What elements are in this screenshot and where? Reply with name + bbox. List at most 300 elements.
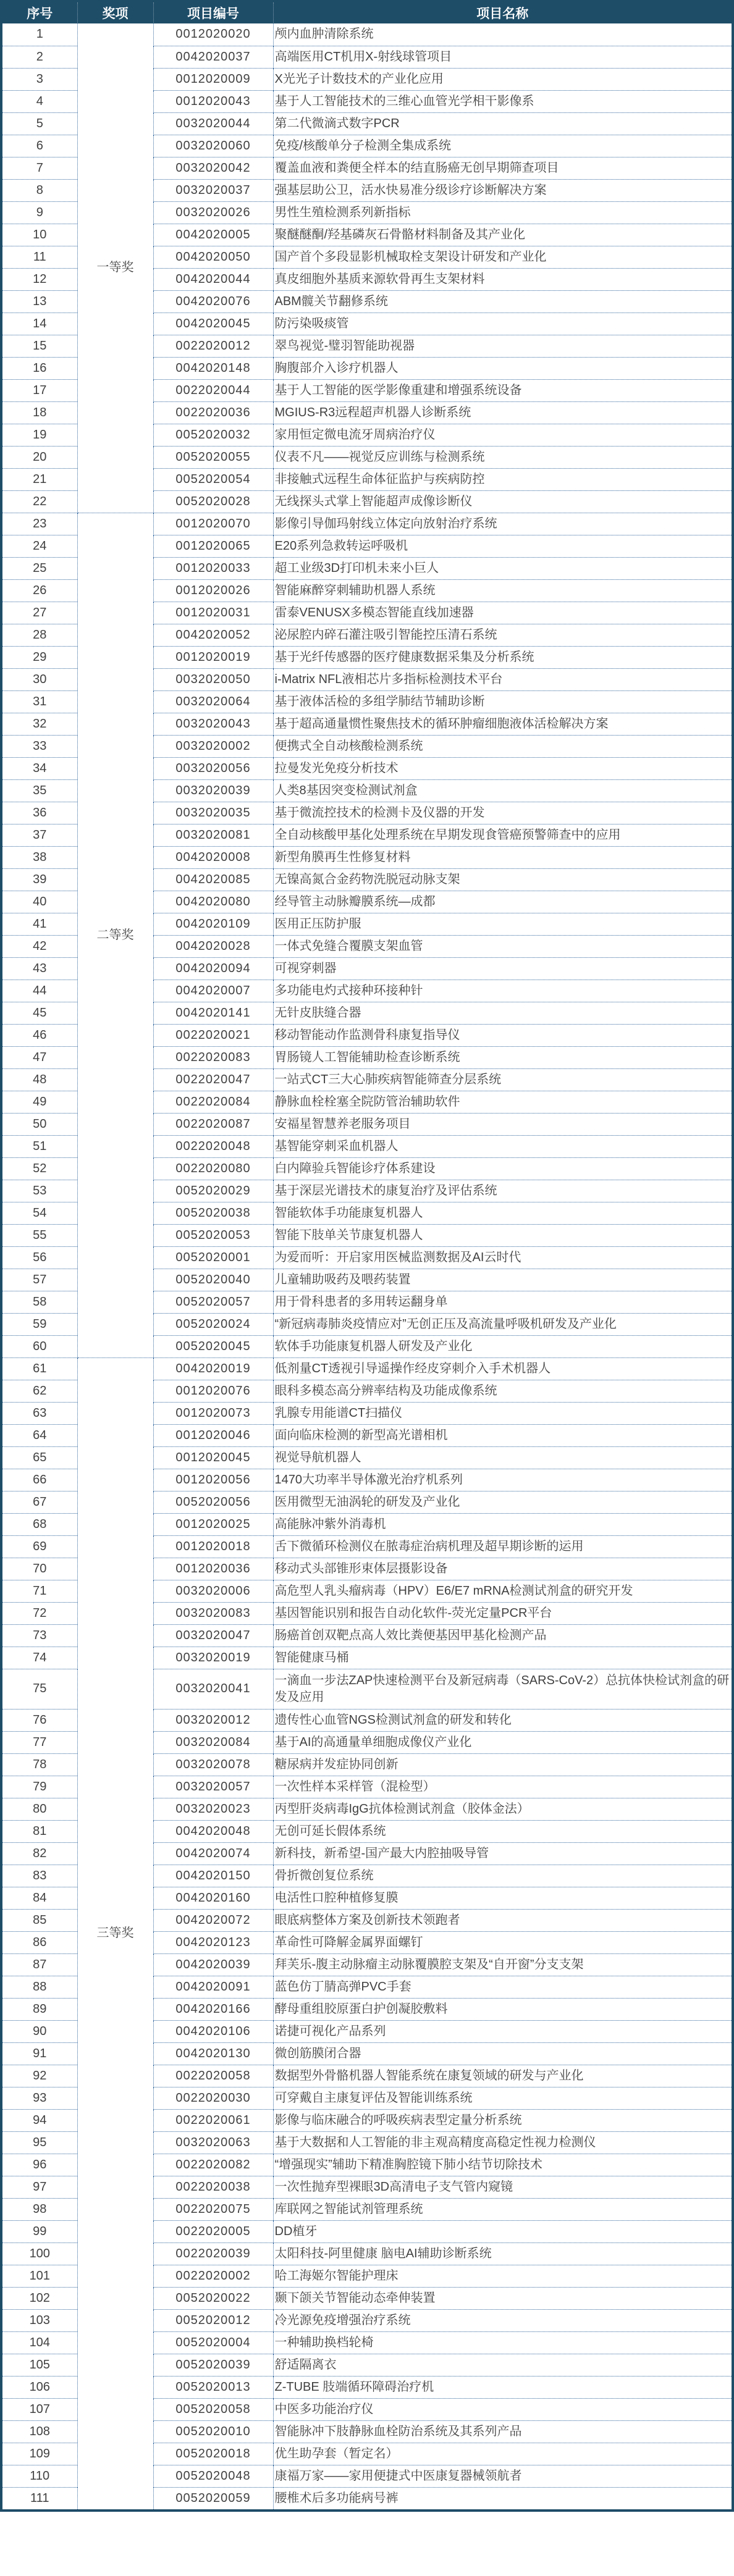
project-name-cell: 优生助孕套（暂定名）: [273, 2443, 732, 2465]
project-name-cell: 无线探头式掌上智能超声成像诊断仪: [273, 490, 732, 513]
project-code-cell: 0042020160: [153, 1887, 273, 1909]
project-code-cell: 0052020010: [153, 2420, 273, 2443]
project-code-cell: 0042020048: [153, 1820, 273, 1842]
project-name-cell: 酵母重组胶原蛋白护创凝胶敷料: [273, 1998, 732, 2020]
project-name-cell: 康福万家——家用便捷式中医康复器械领航者: [273, 2465, 732, 2487]
serial-number-cell: 29: [2, 646, 77, 668]
serial-number-cell: 66: [2, 1469, 77, 1491]
project-code-cell: 0022020087: [153, 1113, 273, 1135]
project-code-cell: 0042020037: [153, 46, 273, 68]
project-code-cell: 0032020044: [153, 112, 273, 135]
project-code-cell: 0022020044: [153, 379, 273, 401]
project-code-cell: 0042020039: [153, 1953, 273, 1976]
project-name-cell: 一次性样本采样管（混检型）: [273, 1776, 732, 1798]
serial-number-cell: 22: [2, 490, 77, 513]
project-name-cell: 人类8基因突变检测试剂盒: [273, 779, 732, 802]
serial-number-cell: 83: [2, 1865, 77, 1887]
project-name-cell: 新型角膜再生性修复材料: [273, 846, 732, 868]
serial-number-cell: 80: [2, 1798, 77, 1820]
project-name-cell: 诺捷可视化产品系列: [273, 2020, 732, 2042]
serial-number-cell: 23: [2, 513, 77, 535]
serial-number-cell: 73: [2, 1624, 77, 1647]
project-name-cell: 基于液体活检的多组学肺结节辅助诊断: [273, 690, 732, 713]
project-name-cell: X光光子计数技术的产业化应用: [273, 68, 732, 90]
project-code-cell: 0042020109: [153, 913, 273, 935]
project-code-cell: 0022020080: [153, 1157, 273, 1180]
project-name-cell: 基于光纤传感器的医疗健康数据采集及分析系统: [273, 646, 732, 668]
project-name-cell: 泌尿腔内碎石灌注吸引智能控压清石系统: [273, 624, 732, 646]
serial-number-cell: 14: [2, 313, 77, 335]
serial-number-cell: 91: [2, 2042, 77, 2065]
project-name-cell: 家用恒定微电流牙周病治疗仪: [273, 424, 732, 446]
serial-number-cell: 34: [2, 757, 77, 779]
project-name-cell: 基因智能识别和报告自动化软件-荧光定量PCR平台: [273, 1602, 732, 1624]
project-name-cell: 真皮细胞外基质来源软骨再生支架材料: [273, 268, 732, 290]
project-code-cell: 0032020050: [153, 668, 273, 690]
project-name-cell: 男性生殖检测系列新指标: [273, 201, 732, 224]
serial-number-cell: 54: [2, 1202, 77, 1224]
table-body: [2, 23, 732, 2509]
project-code-cell: 0032020042: [153, 157, 273, 179]
serial-number-cell: 95: [2, 2131, 77, 2154]
award-projects-table: [2, 2, 732, 2509]
serial-number-cell: 9: [2, 201, 77, 224]
project-code-cell: 0052020057: [153, 1291, 273, 1313]
project-name-cell: 医用微型无油涡轮的研发及产业化: [273, 1491, 732, 1513]
project-name-cell: 高能脉冲紫外消毒机: [273, 1513, 732, 1535]
serial-number-cell: 71: [2, 1580, 77, 1602]
project-code-cell: 0042020019: [153, 1357, 273, 1380]
project-name-cell: 强基层助公卫，活水快易准分级诊疗诊断解决方案: [273, 179, 732, 201]
project-code-cell: 0042020080: [153, 891, 273, 913]
project-code-cell: 0032020081: [153, 824, 273, 846]
project-code-cell: 0052020053: [153, 1224, 273, 1246]
project-code-cell: 0012020046: [153, 1424, 273, 1446]
serial-number-cell: 106: [2, 2376, 77, 2398]
serial-number-cell: 93: [2, 2087, 77, 2109]
project-code-cell: 0012020009: [153, 68, 273, 90]
project-code-cell: 0052020055: [153, 446, 273, 468]
project-code-cell: 0032020002: [153, 735, 273, 757]
serial-number-cell: 97: [2, 2176, 77, 2198]
project-code-cell: 0042020166: [153, 1998, 273, 2020]
project-name-cell: 雷泰VENUSX多模态智能直线加速器: [273, 602, 732, 624]
serial-number-cell: 60: [2, 1335, 77, 1357]
serial-number-cell: 94: [2, 2109, 77, 2131]
serial-number-cell: 98: [2, 2198, 77, 2220]
project-code-cell: 0052020054: [153, 468, 273, 490]
project-code-cell: 0032020047: [153, 1624, 273, 1647]
serial-number-cell: 13: [2, 290, 77, 313]
project-name-cell: 眼科多模态高分辨率结构及功能成像系统: [273, 1380, 732, 1402]
project-code-cell: 0042020150: [153, 1865, 273, 1887]
serial-number-cell: 101: [2, 2265, 77, 2287]
serial-number-cell: 63: [2, 1402, 77, 1424]
project-name-cell: i-Matrix NFL液相芯片多指标检测技术平台: [273, 668, 732, 690]
column-header-project-name: 项目名称: [273, 2, 732, 23]
serial-number-cell: 84: [2, 1887, 77, 1909]
project-name-cell: 拜芙乐-腹主动脉瘤主动脉覆膜腔支架及“自开窗”分支支架: [273, 1953, 732, 1976]
project-code-cell: 0022020061: [153, 2109, 273, 2131]
project-name-cell: 白内障验兵智能诊疗体系建设: [273, 1157, 732, 1180]
project-code-cell: 0042020085: [153, 868, 273, 891]
serial-number-cell: 100: [2, 2242, 77, 2265]
project-code-cell: 0042020091: [153, 1976, 273, 1998]
serial-number-cell: 38: [2, 846, 77, 868]
serial-number-cell: 65: [2, 1446, 77, 1469]
project-code-cell: 0012020065: [153, 535, 273, 557]
project-name-cell: 第二代微滴式数字PCR: [273, 112, 732, 135]
project-code-cell: 0022020075: [153, 2198, 273, 2220]
project-name-cell: 可视穿刺器: [273, 957, 732, 980]
project-name-cell: 全自动核酸甲基化处理系统在早期发现食管癌预警筛查中的应用: [273, 824, 732, 846]
serial-number-cell: 77: [2, 1731, 77, 1753]
project-name-cell: 用于骨科患者的多用转运翻身单: [273, 1291, 732, 1313]
project-code-cell: 0032020041: [153, 1669, 273, 1709]
project-code-cell: 0042020141: [153, 1002, 273, 1024]
project-name-cell: 无针皮肤缝合器: [273, 1002, 732, 1024]
project-code-cell: 0022020005: [153, 2220, 273, 2242]
project-code-cell: 0022020084: [153, 1091, 273, 1113]
project-name-cell: 一次性抛弃型裸眼3D高清电子支气管内窥镜: [273, 2176, 732, 2198]
project-code-cell: 0012020073: [153, 1402, 273, 1424]
column-header-award: 奖项: [77, 2, 153, 23]
serial-number-cell: 10: [2, 224, 77, 246]
project-name-cell: 哈工海姬尔智能护理床: [273, 2265, 732, 2287]
project-name-cell: 聚醚醚酮/羟基磷灰石骨骼材料制备及其产业化: [273, 224, 732, 246]
serial-number-cell: 68: [2, 1513, 77, 1535]
header-row: [2, 2, 732, 23]
project-name-cell: 免疫/核酸单分子检测全集成系统: [273, 135, 732, 157]
serial-number-cell: 8: [2, 179, 77, 201]
project-name-cell: 便携式全自动核酸检测系统: [273, 735, 732, 757]
project-code-cell: 0032020019: [153, 1647, 273, 1669]
project-code-cell: 0052020029: [153, 1180, 273, 1202]
project-code-cell: 0012020056: [153, 1469, 273, 1491]
serial-number-cell: 103: [2, 2309, 77, 2331]
project-code-cell: 0052020059: [153, 2487, 273, 2509]
project-code-cell: 0052020048: [153, 2465, 273, 2487]
project-name-cell: 无镍高氮合金药物洗脱冠动脉支架: [273, 868, 732, 891]
project-name-cell: 智能健康马桶: [273, 1647, 732, 1669]
project-name-cell: DD植牙: [273, 2220, 732, 2242]
serial-number-cell: 3: [2, 68, 77, 90]
project-code-cell: 0012020045: [153, 1446, 273, 1469]
project-name-cell: 基于AI的高通量单细胞成像仪产业化: [273, 1731, 732, 1753]
serial-number-cell: 25: [2, 557, 77, 579]
award-group-cell: 二等奖: [77, 513, 153, 1357]
project-name-cell: 基于微流控技术的检测卡及仪器的开发: [273, 802, 732, 824]
project-code-cell: 0012020018: [153, 1535, 273, 1558]
award-group-cell: 三等奖: [77, 1357, 153, 2509]
project-name-cell: ABM髋关节翻修系统: [273, 290, 732, 313]
project-code-cell: 0022020036: [153, 401, 273, 424]
project-code-cell: 0052020032: [153, 424, 273, 446]
project-name-cell: 影像引导伽玛射线立体定向放射治疗系统: [273, 513, 732, 535]
serial-number-cell: 2: [2, 46, 77, 68]
serial-number-cell: 51: [2, 1135, 77, 1157]
project-name-cell: 中医多功能治疗仪: [273, 2398, 732, 2420]
project-name-cell: 智能麻醉穿刺辅助机器人系统: [273, 579, 732, 602]
project-name-cell: 1470大功率半导体激光治疗机系列: [273, 1469, 732, 1491]
project-name-cell: 静脉血栓栓塞全院防管治辅助软件: [273, 1091, 732, 1113]
serial-number-cell: 1: [36, 27, 43, 41]
project-name-cell: 软体手功能康复机器人研发及产业化: [273, 1335, 732, 1357]
project-name-cell: 一站式CT三大心肺疾病智能筛查分层系统: [273, 1068, 732, 1091]
project-code-cell: 0032020035: [153, 802, 273, 824]
serial-number-cell: 11: [2, 246, 77, 268]
project-name-cell: “增强现实”辅助下精准胸腔镜下肺小结节切除技术: [273, 2154, 732, 2176]
project-code-cell: 0052020038: [153, 1202, 273, 1224]
table-row: [2, 1357, 732, 1380]
project-code-cell: 0022020002: [153, 2265, 273, 2287]
project-name-cell: 腰椎术后多功能病号裤: [273, 2487, 732, 2509]
project-code-cell: 0052020039: [153, 2354, 273, 2376]
project-code-cell: 0032020026: [153, 201, 273, 224]
project-name-cell: 蓝色仿丁腈高弹PVC手套: [273, 1976, 732, 1998]
project-code-cell: 0022020021: [153, 1024, 273, 1046]
serial-number-cell: 35: [2, 779, 77, 802]
serial-number-cell: 18: [2, 401, 77, 424]
project-code-cell: 0012020031: [153, 602, 273, 624]
project-code-cell: 0012020076: [153, 1380, 273, 1402]
serial-number-cell: 108: [2, 2420, 77, 2443]
serial-number-cell: 21: [2, 468, 77, 490]
serial-number-cell: 75: [2, 1669, 77, 1709]
project-code-cell: 0012020043: [153, 90, 273, 112]
project-name-cell: 防污染吸痰管: [273, 313, 732, 335]
project-code-cell: 0032020037: [153, 179, 273, 201]
project-name-cell: 骨折微创复位系统: [273, 1865, 732, 1887]
project-code-cell: 0012020033: [153, 557, 273, 579]
project-name-cell: 智能脉冲下肢静脉血栓防治系统及其系列产品: [273, 2420, 732, 2443]
serial-number-cell: 50: [2, 1113, 77, 1135]
project-code-cell: 0042020045: [153, 313, 273, 335]
serial-number-cell: 45: [2, 1002, 77, 1024]
serial-number-cell: 55: [2, 1224, 77, 1246]
project-code-cell: 0032020056: [153, 757, 273, 779]
project-name-cell: 糖尿病并发症协同创新: [273, 1753, 732, 1776]
serial-number-cell: 36: [2, 802, 77, 824]
project-code-cell: 0032020078: [153, 1753, 273, 1776]
project-name-cell: 微创筋膜闭合器: [273, 2042, 732, 2065]
project-name-cell: 乳腺专用能谱CT扫描仪: [273, 1402, 732, 1424]
serial-number-cell: 109: [2, 2443, 77, 2465]
project-code-cell: 0012020025: [153, 1513, 273, 1535]
project-code-cell: 0032020023: [153, 1798, 273, 1820]
project-code-cell: 0032020057: [153, 1776, 273, 1798]
serial-number-cell: 31: [2, 690, 77, 713]
project-code-cell: 0022020048: [153, 1135, 273, 1157]
project-name-cell: 遗传性心血管NGS检测试剂盒的研发和转化: [273, 1709, 732, 1731]
project-code-cell: 0032020064: [153, 690, 273, 713]
table-row: [2, 23, 732, 46]
project-name-cell: 面向临床检测的新型高光谱相机: [273, 1424, 732, 1446]
serial-number-cell: 41: [2, 913, 77, 935]
serial-number-cell: 74: [2, 1647, 77, 1669]
project-code-cell: 0032020060: [153, 135, 273, 157]
project-name-cell: 超工业级3D打印机未来小巨人: [273, 557, 732, 579]
project-code-cell: 0042020050: [153, 246, 273, 268]
project-name-cell: 可穿戴自主康复评估及智能训练系统: [273, 2087, 732, 2109]
project-name-cell: 拉曼发光免疫分析技术: [273, 757, 732, 779]
project-code-cell: 0032020084: [153, 1731, 273, 1753]
project-name-cell: 一体式免缝合覆膜支架血管: [273, 935, 732, 957]
serial-number-cell: 7: [2, 157, 77, 179]
project-code-cell: 0032020012: [153, 1709, 273, 1731]
project-code-cell: 0022020012: [153, 335, 273, 357]
project-code-cell: 0052020058: [153, 2398, 273, 2420]
serial-number-cell: 39: [2, 868, 77, 891]
project-code-cell: 0042020008: [153, 846, 273, 868]
project-name-cell: 高危型人乳头瘤病毒（HPV）E6/E7 mRNA检测试剂盒的研究开发: [273, 1580, 732, 1602]
serial-number-cell: 88: [2, 1976, 77, 1998]
serial-number-cell: 104: [2, 2331, 77, 2354]
project-code-cell: 0052020012: [153, 2309, 273, 2331]
serial-number-cell: 6: [2, 135, 77, 157]
serial-number-cell: 72: [2, 1602, 77, 1624]
project-code-cell: 0052020056: [153, 1491, 273, 1513]
project-code-cell: 0052020018: [153, 2443, 273, 2465]
serial-number-cell: 61: [2, 1357, 77, 1380]
project-code-cell: 0052020001: [153, 1246, 273, 1269]
serial-number-cell: 64: [2, 1424, 77, 1446]
project-name-cell: 丙型肝炎病毒IgG抗体检测试剂盒（胶体金法）: [273, 1798, 732, 1820]
project-code-cell: 0052020024: [153, 1313, 273, 1335]
project-code-cell: 0042020007: [153, 980, 273, 1002]
project-name-cell: 基于人工智能技术的三维心血管光学相干影像系: [273, 90, 732, 112]
project-name-cell: 经导管主动脉瓣膜系统—成都: [273, 891, 732, 913]
project-code-cell: 0042020148: [153, 357, 273, 379]
project-name-cell: 翠鸟视觉-璧羽智能助视器: [273, 335, 732, 357]
project-name-cell: 移动智能动作监测骨科康复指导仪: [273, 1024, 732, 1046]
project-code-cell: 0012020026: [153, 579, 273, 602]
serial-number-cell: 85: [2, 1909, 77, 1931]
project-code-cell: 0042020076: [153, 290, 273, 313]
project-code-cell: 0052020004: [153, 2331, 273, 2354]
project-name-cell: 太阳科技-阿里健康 脑电AI辅助诊断系统: [273, 2242, 732, 2265]
serial-number-cell: 27: [2, 602, 77, 624]
project-code-cell: 0042020123: [153, 1931, 273, 1953]
project-name-cell: 库联网之智能试剂管理系统: [273, 2198, 732, 2220]
project-code-cell: 0032020083: [153, 1602, 273, 1624]
serial-number-cell: 78: [2, 1753, 77, 1776]
serial-number-cell: 92: [2, 2065, 77, 2087]
project-name-cell: 革命性可降解金属界面螺钉: [273, 1931, 732, 1953]
award-group-cell: 一等奖: [77, 23, 153, 513]
project-name-cell: 肠癌首创双靶点高人效比粪便基因甲基化检测产品: [273, 1624, 732, 1647]
serial-number-cell: 111: [2, 2487, 77, 2509]
column-header-project-code: 项目编号: [153, 2, 273, 23]
serial-number-cell: 70: [2, 1558, 77, 1580]
project-code-cell: 0052020022: [153, 2287, 273, 2309]
project-code-cell: 0042020044: [153, 268, 273, 290]
serial-number-cell: 90: [2, 2020, 77, 2042]
serial-number-cell: 16: [2, 357, 77, 379]
project-name-cell: 为爱而听：开启家用医械监测数据及AI云时代: [273, 1246, 732, 1269]
serial-number-cell: 15: [2, 335, 77, 357]
project-code-cell: 0022020047: [153, 1068, 273, 1091]
serial-number-cell: 86: [2, 1931, 77, 1953]
project-code-cell: 0022020058: [153, 2065, 273, 2087]
project-code-cell: 0012020019: [153, 646, 273, 668]
serial-number-cell: 81: [2, 1820, 77, 1842]
project-code-cell: 0042020028: [153, 935, 273, 957]
project-name-cell: 多功能电灼式接种环接种针: [273, 980, 732, 1002]
serial-number-cell: 46: [2, 1024, 77, 1046]
serial-number-cell: 19: [2, 424, 77, 446]
serial-number-cell: 58: [2, 1291, 77, 1313]
project-name-cell: 基智能穿刺采血机器人: [273, 1135, 732, 1157]
project-name-cell: 高端医用CT机用X-射线球管项目: [273, 46, 732, 68]
serial-number-cell: 44: [2, 980, 77, 1002]
project-code-cell: 0022020030: [153, 2087, 273, 2109]
project-code-cell: 0032020006: [153, 1580, 273, 1602]
serial-number-cell: 49: [2, 1091, 77, 1113]
project-code-cell: 0052020028: [153, 490, 273, 513]
project-code-cell: 0042020074: [153, 1842, 273, 1865]
project-name-cell: 无创可延长假体系统: [273, 1820, 732, 1842]
serial-number-cell: 59: [2, 1313, 77, 1335]
project-name-cell: 移动式头部锥形束体层摄影设备: [273, 1558, 732, 1580]
project-name-cell: 安福星智慧养老服务项目: [273, 1113, 732, 1135]
project-code-cell: 0032020063: [153, 2131, 273, 2154]
project-name-cell: 影像与临床融合的呼吸疾病表型定量分析系统: [273, 2109, 732, 2131]
project-code-cell: 0052020013: [153, 2376, 273, 2398]
project-code-cell: 0052020040: [153, 1269, 273, 1291]
project-name-cell: 智能软体手功能康复机器人: [273, 1202, 732, 1224]
serial-number-cell: 76: [2, 1709, 77, 1731]
serial-number-cell: 89: [2, 1998, 77, 2020]
serial-number-cell: 37: [2, 824, 77, 846]
project-code-cell: 0022020083: [153, 1046, 273, 1068]
project-name-cell: 舒适隔离衣: [273, 2354, 732, 2376]
serial-number-cell: 17: [2, 379, 77, 401]
serial-number-cell: 30: [2, 668, 77, 690]
project-name-cell: 仪表不凡——视觉反应训练与检测系统: [273, 446, 732, 468]
project-name-cell: 非接触式远程生命体征监护与疾病防控: [273, 468, 732, 490]
serial-number-cell: 40: [2, 891, 77, 913]
project-name-cell: E20系列急救转运呼吸机: [273, 535, 732, 557]
serial-number-cell: 69: [2, 1535, 77, 1558]
serial-number-cell: 107: [2, 2398, 77, 2420]
project-code-cell: 0052020045: [153, 1335, 273, 1357]
serial-number-cell: 82: [2, 1842, 77, 1865]
project-name-cell: 基于人工智能的医学影像重建和增强系统设备: [273, 379, 732, 401]
project-code-cell: 0042020094: [153, 957, 273, 980]
project-name-cell: 低剂量CT透视引导遥操作经皮穿刺介入手术机器人: [273, 1357, 732, 1380]
project-name-cell: 基于大数据和人工智能的非主观高精度高稳定性视力检测仪: [273, 2131, 732, 2154]
serial-number-cell: 67: [2, 1491, 77, 1513]
serial-number-cell: 12: [2, 268, 77, 290]
serial-number-cell: 47: [2, 1046, 77, 1068]
table-row: [2, 513, 732, 535]
serial-number-cell: 43: [2, 957, 77, 980]
serial-number-cell: 33: [2, 735, 77, 757]
serial-number-cell: 20: [2, 446, 77, 468]
serial-number-cell: 56: [2, 1246, 77, 1269]
project-name-cell: 儿童辅助吸药及喂药装置: [273, 1269, 732, 1291]
column-header-serial: 序号: [2, 2, 77, 23]
project-name-cell: 覆盖血液和粪便全样本的结直肠癌无创早期筛查项目: [273, 157, 732, 179]
project-name-cell: 冷光源免疫增强治疗系统: [273, 2309, 732, 2331]
project-code-cell: 0042020072: [153, 1909, 273, 1931]
project-code-cell: 0032020043: [153, 713, 273, 735]
project-code-cell: 0012020020: [153, 23, 273, 46]
project-name-cell: 一种辅助换档轮椅: [273, 2331, 732, 2354]
serial-number-cell: 87: [2, 1953, 77, 1976]
project-name-cell: 视觉导航机器人: [273, 1446, 732, 1469]
